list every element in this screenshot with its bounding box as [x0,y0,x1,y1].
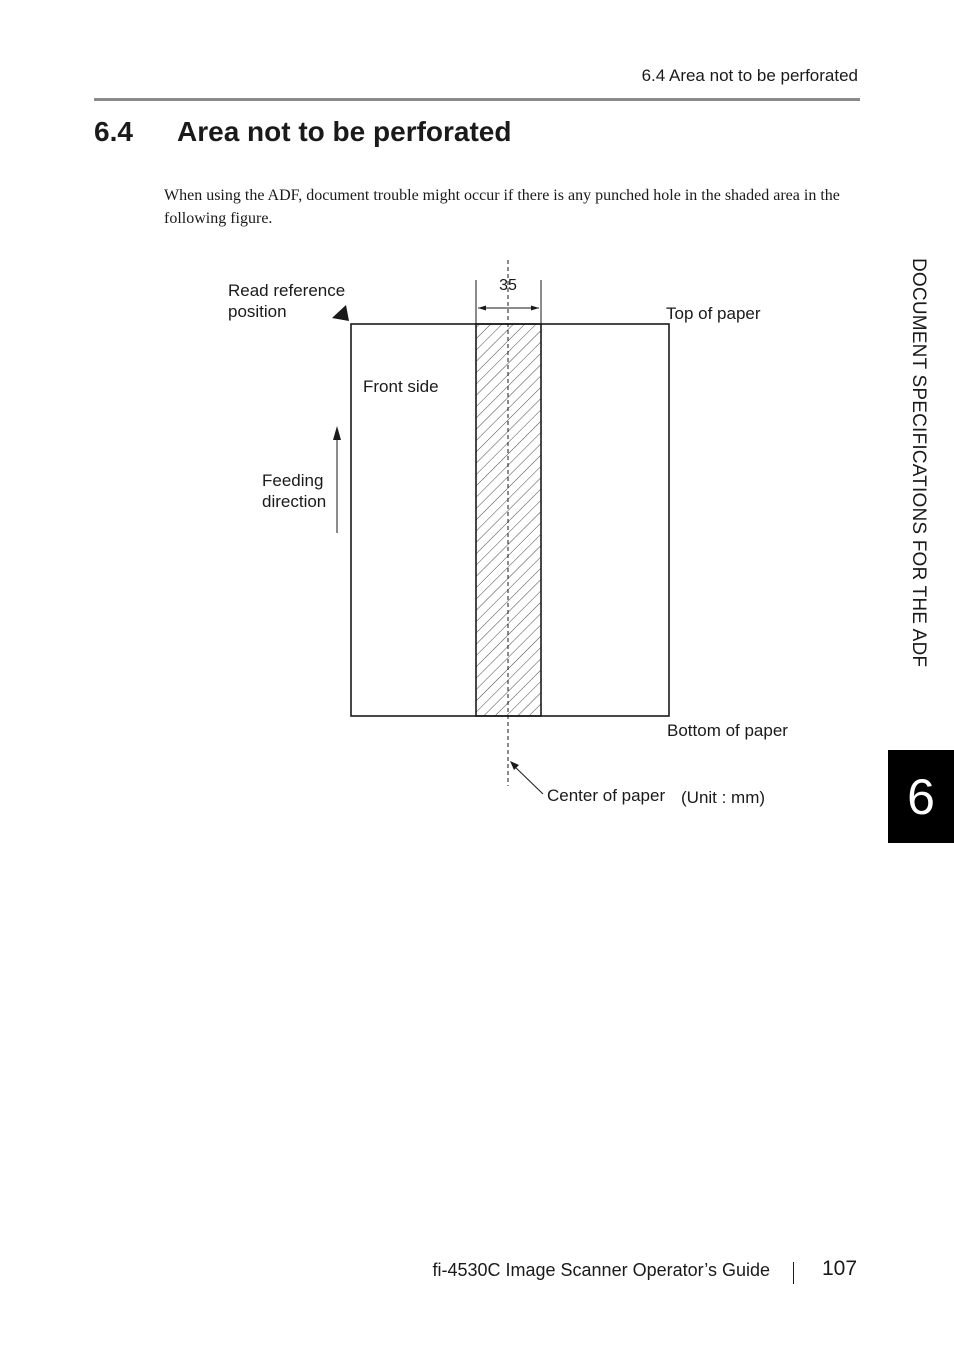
center-of-paper-label: Center of paper [547,786,666,805]
front-side-label: Front side [363,377,439,396]
feeding-direction-label-line2: direction [262,492,327,511]
chapter-side-title: DOCUMENT SPECIFICATIONS FOR THE ADF [908,258,929,668]
feeding-direction-label-line1: Feeding [262,471,324,490]
feeding-direction-arrow-icon [333,426,341,440]
chapter-tab [888,750,954,843]
section-title-text: Area not to be perforated [177,116,512,147]
footer-separator [793,1262,794,1284]
footer-guide-title: fi-4530C Image Scanner Operator’s Guide [432,1260,770,1280]
dimension-arrow-left [478,306,486,311]
read-reference-marker-icon [332,305,349,321]
unit-label: (Unit : mm) [681,788,766,807]
footer-page-number: 107 [822,1257,858,1280]
center-leader-arrow-icon [510,761,519,770]
body-paragraph: When using the ADF, document trouble might occur if there is any punched hole in the shaded area in the following figure. [164,187,840,227]
dimension-label: 35 [499,277,517,294]
section-number: 6.4 [94,116,133,147]
bottom-of-paper-label: Bottom of paper [667,721,788,740]
chapter-number: 6 [907,768,935,825]
dimension-arrow-right [531,306,539,311]
read-reference-label-line1: Read reference [228,281,346,300]
read-reference-label-line2: position [228,302,287,321]
top-of-paper-label: Top of paper [666,304,761,323]
running-header: 6.4 Area not to be perforated [641,66,858,85]
center-leader-line [512,764,543,794]
